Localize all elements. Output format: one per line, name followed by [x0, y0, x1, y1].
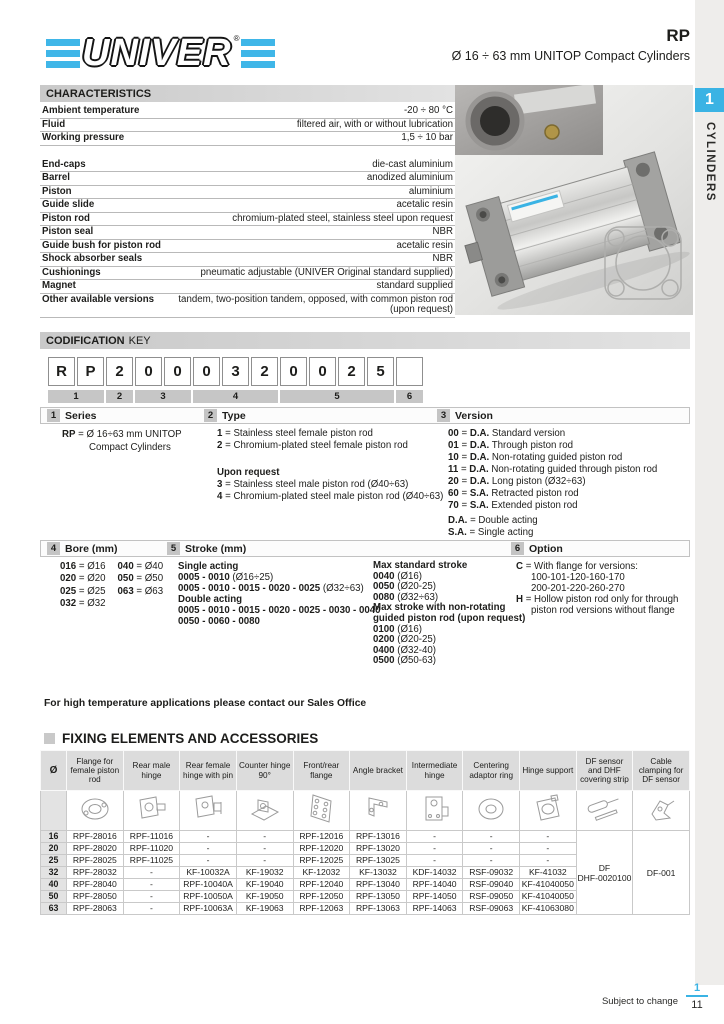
code-box: 0 — [280, 357, 307, 386]
cable-clamp-code-cell: DF-001 — [633, 831, 690, 915]
section-bore-header: 4 Bore (mm) — [47, 542, 118, 555]
column-header: Intermediate hinge — [406, 751, 463, 791]
logo-wordmark: UNIVER — [82, 32, 232, 74]
code-box: 0 — [164, 357, 191, 386]
column-header: Rear male hinge — [123, 751, 180, 791]
characteristic-row: Guide bush for piston rod acetalic resin — [40, 240, 455, 254]
column-header: Hinge support — [520, 751, 577, 791]
code-box: 3 — [222, 357, 249, 386]
characteristic-row: Barrel anodized aluminium — [40, 172, 455, 186]
table-row: 63 RPF-28063 - RPF-10063A KF-19063 RPF-12063 RPF-13063 RPF-14063 RSF-09063 KF-41063080 — [41, 903, 690, 915]
registered-mark: ® — [233, 34, 240, 43]
group-label: 6 — [396, 390, 423, 403]
section-header-row — [40, 540, 690, 557]
bore-content: 016 = Ø16 020 = Ø20 025 = Ø25 032 = Ø32 040 = Ø40 050 = Ø50 063 = Ø63 — [60, 561, 164, 609]
front-rear-flange-icon — [298, 792, 344, 826]
characteristic-row: Ambient temperature -20 ÷ 80 °C — [40, 105, 455, 119]
angle-bracket-icon — [355, 792, 401, 826]
section-header-row — [40, 407, 690, 424]
product-photo — [455, 85, 693, 315]
characteristics-header: CHARACTERISTICS — [40, 85, 455, 102]
code-box: 5 — [367, 357, 394, 386]
code-box: 0 — [309, 357, 336, 386]
characteristic-row: Piston seal NBR — [40, 226, 455, 240]
df-sensor-icon — [581, 792, 627, 826]
rear-female-hinge-icon — [185, 792, 231, 826]
version-content: 00 = D.A. Standard version 01 = D.A. Through piston rod 10 = D.A. Non-rotating guided piston rod 11 = D.A. Non-rotating guided through piston rod 20 = D.A. Long piston (Ø32÷63) 60 = S.A. Retracted piston rod 70 = S.A. Extended piston rod D.A. = Double acting S.A. = Single acting — [448, 428, 658, 538]
characteristic-row: Piston rod chromium-plated steel, stainless steel upon request — [40, 213, 455, 227]
code-box: 0 — [193, 357, 220, 386]
univer-logo — [46, 32, 275, 74]
column-header: Front/rear flange — [293, 751, 350, 791]
logo-stripes-left-icon — [46, 39, 80, 68]
code-box: 2 — [338, 357, 365, 386]
table-row: 25 RPF-28025 RPF-11025 - - RPF-12025 RPF-13025 - - - — [41, 855, 690, 867]
characteristic-row: Fluid filtered air, with or without lubrication — [40, 119, 455, 133]
chapter-tab: 1 — [695, 88, 724, 112]
cable-clamp-icon — [638, 792, 684, 826]
code-box: 2 — [251, 357, 278, 386]
column-header: Cable clamping for DF sensor — [633, 751, 690, 791]
characteristics-list — [40, 105, 455, 318]
high-temperature-note: For high temperature applications please contact our Sales Office — [44, 698, 367, 709]
group-label: 3 — [135, 390, 191, 403]
codification-boxes — [48, 357, 423, 386]
subject-to-change-note: Subject to change — [601, 996, 678, 1007]
counter-hinge-icon — [242, 792, 288, 826]
hinge-support-icon — [525, 792, 571, 826]
product-subtitle: Ø 16 ÷ 63 mm UNITOP Compact Cylinders — [451, 49, 690, 63]
accessories-title: FIXING ELEMENTS AND ACCESSORIES — [44, 731, 318, 746]
section-option-header: 6 Option — [511, 542, 563, 555]
flange-female-icon — [72, 792, 118, 826]
column-header: DF sensor and DHF covering strip — [576, 751, 633, 791]
code-box: R — [48, 357, 75, 386]
stroke-content-left: Single acting 0005 - 0010 (Ø16÷25) 0005 - 0010 - 0015 - 0020 - 0025 (Ø32÷63) Double acting 0005 - 0010 - 0015 - 0020 - 0025 - 0030 - 0040 0050 - 0060 - 0080 — [178, 561, 381, 627]
characteristic-row: Piston aluminium — [40, 186, 455, 200]
footer-page-number: 11 — [691, 999, 703, 1011]
group-label: 5 — [280, 390, 394, 403]
section-type-header: 2 Type — [204, 409, 246, 422]
table-row: 50 RPF-28050 - RPF-10050A KF-19050 RPF-12050 RPF-13050 RPF-14050 RSF-09050 KF-41040050 — [41, 891, 690, 903]
table-header-row — [41, 751, 690, 791]
centering-ring-icon — [468, 792, 514, 826]
code-box: 2 — [106, 357, 133, 386]
section-version-header: 3 Version — [437, 409, 493, 422]
chapter-vertical-label: CYLINDERS — [704, 122, 716, 202]
column-header: Rear female hinge with pin — [180, 751, 237, 791]
column-header: Angle bracket — [350, 751, 407, 791]
accessories-table — [40, 750, 690, 915]
column-header: Flange for female piston rod — [67, 751, 124, 791]
characteristic-row: Cushionings pneumatic adjustable (UNIVER Original standard supplied) — [40, 267, 455, 281]
series-content: RP = Ø 16÷63 mm UNITOP Compact Cylinders — [62, 429, 182, 453]
characteristic-row: Other available versions tandem, two-position tandem, opposed, with common piston rod (upon request) — [40, 294, 455, 318]
characteristic-row: Shock absorber seals NBR — [40, 253, 455, 267]
code-box — [396, 357, 423, 386]
stroke-content-right: Max standard stroke 0040 (Ø16) 0050 (Ø20-25) 0080 (Ø32÷63) Max stroke with non-rotating guided piston rod (upon request) 0100 (Ø16) 0200 (Ø20-25) 0400 (Ø32-40) 0500 (Ø50-63) — [373, 560, 526, 667]
code-box: 0 — [135, 357, 162, 386]
group-label: 1 — [48, 390, 104, 403]
code-box: P — [77, 357, 104, 386]
characteristic-row: Working pressure 1,5 ÷ 10 bar — [40, 132, 455, 146]
footer-chapter-number: 1 — [693, 982, 701, 994]
section-stroke-header: 5 Stroke (mm) — [167, 542, 246, 555]
option-content: C = With flange for versions: 100-101-120-160-170 200-201-220-260-270 H = Hollow piston rod only for through piston rod versions without flange — [516, 561, 679, 616]
table-row: 16 RPF-28016 RPF-11016 - - RPF-12016 RPF-13016 - - - DF DHF-0020100 DF-001 — [41, 831, 690, 843]
footer-divider — [686, 995, 708, 997]
table-row: 20 RPF-28020 RPF-11020 - - RPF-12020 RPF-13020 - - - — [41, 843, 690, 855]
section-series-header: 1 Series — [47, 409, 97, 422]
table-icon-row — [41, 791, 690, 831]
table-row: 40 RPF-28040 - RPF-10040A KF-19040 RPF-12040 RPF-13040 RPF-14040 RSF-09040 KF-41040050 — [41, 879, 690, 891]
group-label: 4 — [193, 390, 278, 403]
codification-header: CODIFICATION KEY — [40, 332, 690, 349]
logo-stripes-right-icon — [241, 39, 275, 68]
product-code: RP — [666, 26, 690, 45]
characteristic-row: End-caps die-cast aluminium — [40, 159, 455, 173]
intermediate-hinge-icon — [412, 792, 458, 826]
group-label: 2 — [106, 390, 133, 403]
rear-male-hinge-icon — [128, 792, 174, 826]
table-row: 32 RPF-28032 - KF-10032A KF-19032 KF-12032 KF-13032 KDF-14032 RSF-09032 KF-41032 — [41, 867, 690, 879]
type-content: 1 = Stainless steel female piston rod 2 = Chromium-plated steel female piston rod Upon request 3 = Stainless steel male piston rod (Ø40÷63) 4 = Chromium-plated steel male piston rod (Ø40÷63) — [217, 428, 444, 502]
codification-group-bar — [48, 390, 423, 403]
bore-column-header: Ø — [41, 751, 67, 791]
characteristic-row: Guide slide acetalic resin — [40, 199, 455, 213]
column-header: Centering adaptor ring — [463, 751, 520, 791]
cylinder-drawing — [455, 150, 692, 315]
square-bullet-icon — [44, 733, 55, 744]
inset-port-photo — [455, 85, 603, 155]
df-sensor-code-cell: DF DHF-0020100 — [576, 831, 633, 915]
characteristic-row: Magnet standard supplied — [40, 280, 455, 294]
column-header: Counter hinge 90° — [236, 751, 293, 791]
